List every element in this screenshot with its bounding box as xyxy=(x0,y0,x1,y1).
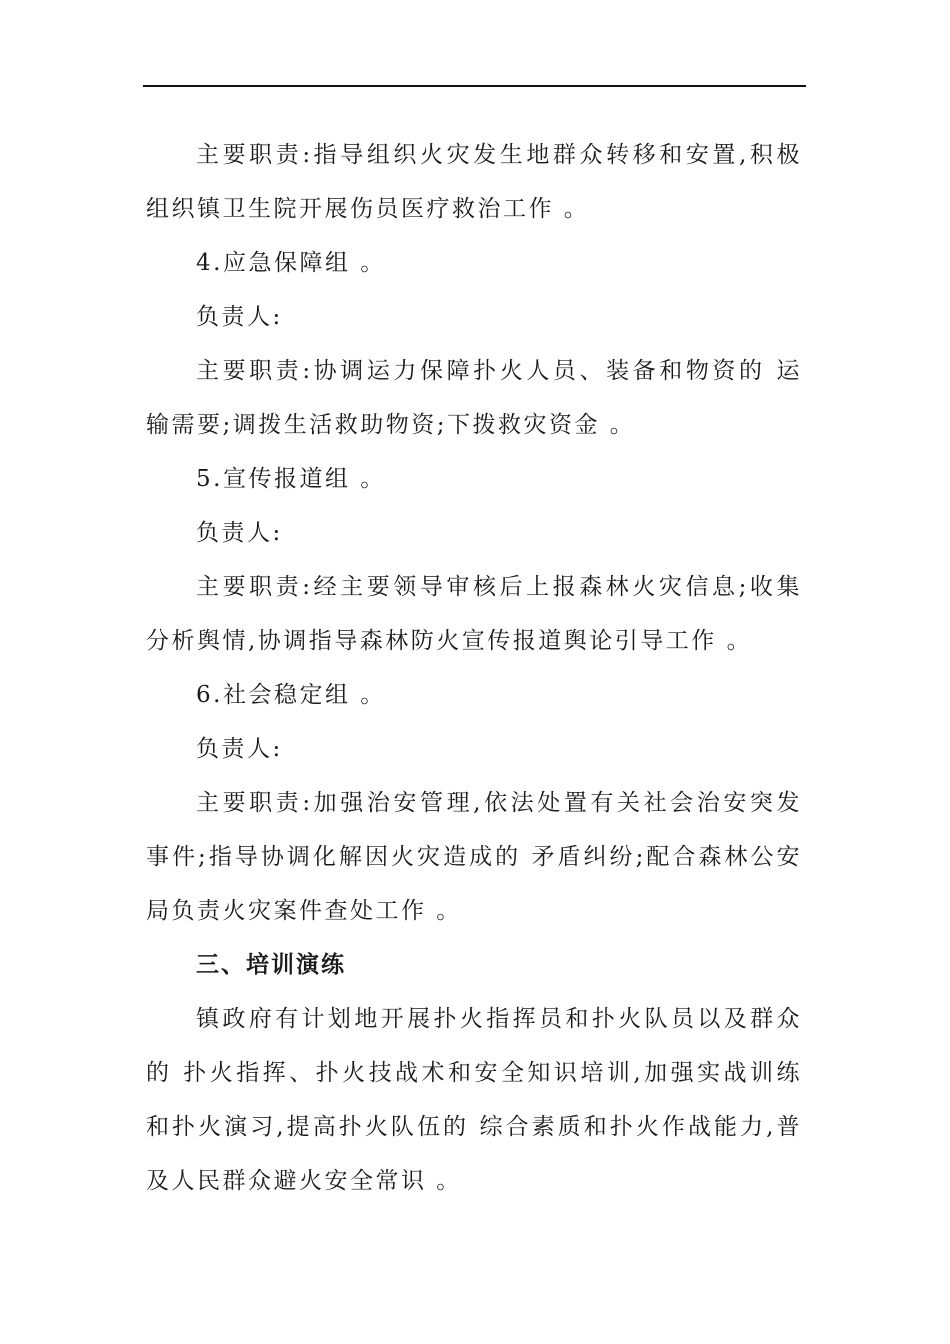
section-item-emergency-support: 4.应急保障组 。 xyxy=(196,250,386,276)
paragraph-support-duties: 主要职责:协调运力保障扑火人员、装备和物资的 运输需要;调拨生活救助物资;下拨救灾资金 。 xyxy=(146,358,802,438)
paragraph-medical-duties: 主要职责:指导组织火灾发生地群众转移和安置,积极组织镇卫生院开展伤员医疗救治工作 。 xyxy=(146,142,802,222)
responsible-person-label: 负责人: xyxy=(196,304,283,330)
header-rule xyxy=(143,85,806,87)
document-body xyxy=(146,128,802,1208)
section-item-publicity: 5.宣传报道组 。 xyxy=(196,466,386,492)
paragraph-publicity-duties: 主要职责:经主要领导审核后上报森林火灾信息;收集分析舆情,协调指导森林防火宣传报道舆论引导工作 。 xyxy=(146,574,802,654)
responsible-person-label: 负责人: xyxy=(196,520,283,546)
section-item-social-stability: 6.社会稳定组 。 xyxy=(196,682,386,708)
responsible-person-label: 负责人: xyxy=(196,736,283,762)
paragraph-training: 镇政府有计划地开展扑火指挥员和扑火队员以及群众的 扑火指挥、扑火技战术和安全知识培训,加强实战训练和扑火演习,提高扑火队伍的 综合素质和扑火作战能力,普及人民群众避火安全常识 。 xyxy=(146,1006,802,1194)
paragraph-stability-duties: 主要职责:加强治安管理,依法处置有关社会治安突发事件;指导协调化解因火灾造成的 矛盾纠纷;配合森林公安局负责火灾案件查处工作 。 xyxy=(146,790,802,924)
section-heading-training: 三、培训演练 xyxy=(196,952,346,978)
